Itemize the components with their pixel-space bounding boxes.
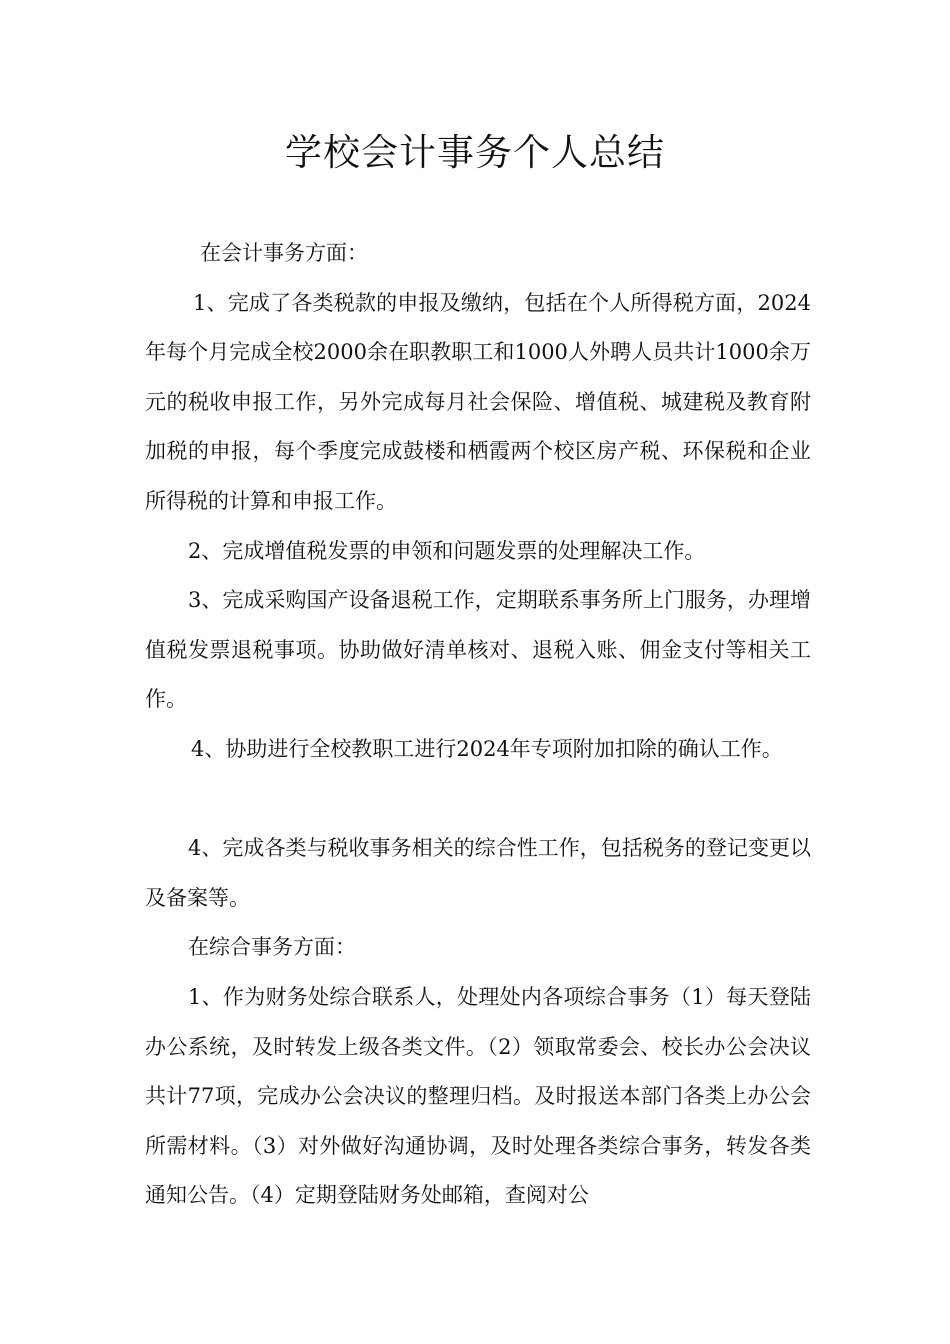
section-heading-general-affairs: 在综合事务方面： — [188, 935, 356, 960]
blank-line — [145, 775, 811, 825]
paragraph-deduction-confirmation: 4、协助进行全校教职工进行2024年专项附加扣除的确认工作。 — [191, 736, 783, 761]
paragraph-equipment-refund: 3、完成采购国产设备退税工作，定期联系事务所上门服务，办理增值税发票退税事项。协助做好清单核对、退税入账、佣金支付等相关工作。 — [145, 588, 811, 712]
document-title: 学校会计事务个人总结 — [285, 131, 665, 174]
section-heading-accounting: 在会计事务方面： — [200, 241, 368, 265]
paragraph-liaison-duties: 1、作为财务处综合联系人，处理处内各项综合事务（1）每天登陆办公系统，及时转发上级各类文件。（2）领取常委会、校长办公会决议共计77项，完成办公会决议的整理归档。及时报送本部门各类上办公会所需材料。（3）对外做好沟通协调，及时处理各类综合事务，转发各类通知公告。（4）定期登陆财务处邮箱，查阅对公 — [145, 984, 811, 1208]
document-body — [145, 229, 811, 1221]
paragraph-tax-registration: 4、完成各类与税收事务相关的综合性工作，包括税务的登记变更以及备案等。 — [145, 836, 811, 910]
paragraph-tax-filing: 1、完成了各类税款的申报及缴纳，包括在个人所得税方面，2024年每个月完成全校2000余在职教职工和1000人外聘人员共计1000余万元的税收申报工作，另外完成每月社会保险、增值税、城建税及教育附加税的申报，每个季度完成鼓楼和栖霞两个校区房产税、环保税和企业所得税的计算和申报工作。 — [145, 290, 811, 513]
paragraph-vat-invoices: 2、完成增值税发票的申领和问题发票的处理解决工作。 — [188, 538, 706, 563]
